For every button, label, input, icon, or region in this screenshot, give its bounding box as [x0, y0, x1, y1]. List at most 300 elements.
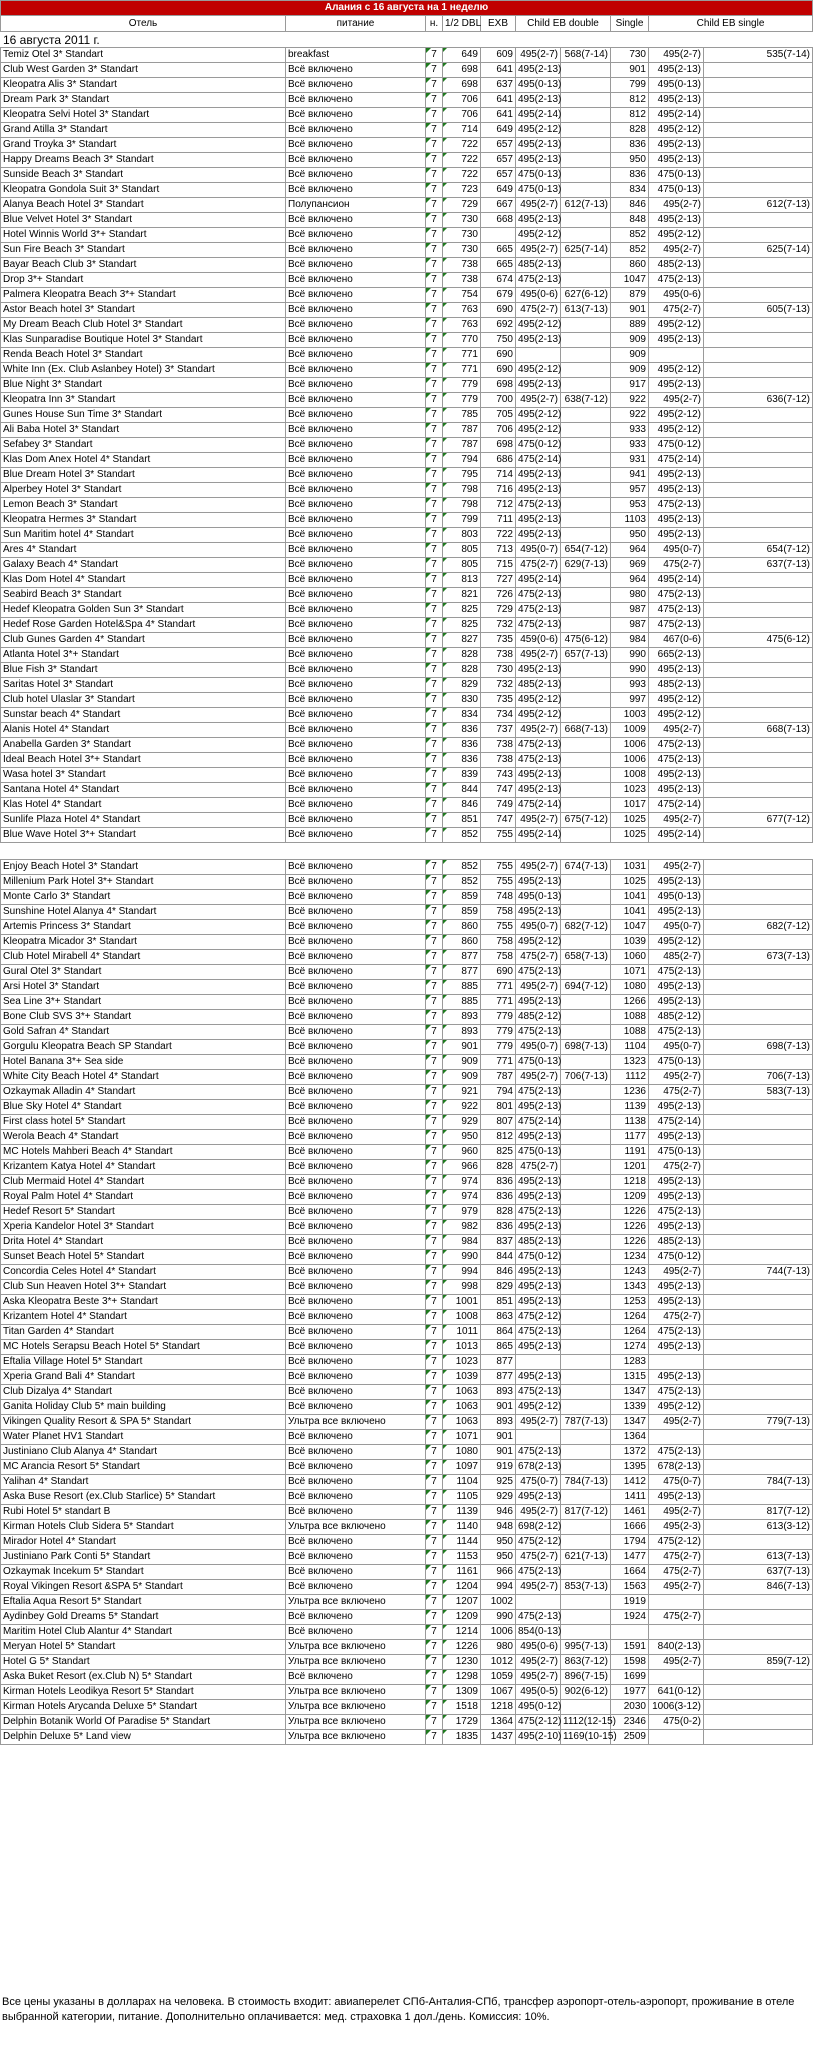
price-single: 1794: [611, 1535, 649, 1550]
child-eb-single-2: [704, 1535, 813, 1550]
child-eb-single-2: 583(7-13): [704, 1085, 813, 1100]
nights: 7: [426, 965, 443, 980]
child-eb-double-1: 475(2-13): [516, 1205, 561, 1220]
price-single: 1047: [611, 920, 649, 935]
board-type: Всё включено: [286, 1115, 426, 1130]
child-eb-double-1: 495(2-13): [516, 1280, 561, 1295]
child-eb-single-2: [704, 1730, 813, 1745]
hotel-name: Club Hotel Mirabell 4* Standart: [1, 950, 286, 965]
price-exb: 825: [481, 1145, 516, 1160]
child-eb-single-1: 495(2-13): [649, 63, 704, 78]
price-half-dbl: 893: [443, 1010, 481, 1025]
price-exb: 698: [481, 438, 516, 453]
price-half-dbl: 1153: [443, 1550, 481, 1565]
price-half-dbl: 974: [443, 1175, 481, 1190]
child-eb-single-2: [704, 1385, 813, 1400]
child-eb-single-2: [704, 663, 813, 678]
child-eb-single-2: 784(7-13): [704, 1475, 813, 1490]
child-eb-double-2: [561, 1490, 611, 1505]
board-type: Всё включено: [286, 950, 426, 965]
price-half-dbl: 1011: [443, 1325, 481, 1340]
price-exb: 755: [481, 828, 516, 843]
price-exb: 771: [481, 1055, 516, 1070]
price-exb: 863: [481, 1310, 516, 1325]
child-eb-single-1: 475(0-13): [649, 183, 704, 198]
header-hotel: Отель: [1, 16, 286, 32]
child-eb-double-1: 485(2-13): [516, 1235, 561, 1250]
price-exb: 801: [481, 1100, 516, 1115]
child-eb-double-1: 495(2-13): [516, 1130, 561, 1145]
child-eb-double-2: [561, 258, 611, 273]
child-eb-double-1: 495(2-7): [516, 813, 561, 828]
child-eb-single-2: [704, 1355, 813, 1370]
hotel-name: Astor Beach hotel 3* Standart: [1, 303, 286, 318]
price-half-dbl: 795: [443, 468, 481, 483]
price-single: 1253: [611, 1295, 649, 1310]
price-exb: 994: [481, 1580, 516, 1595]
child-eb-double-2: [561, 935, 611, 950]
price-half-dbl: 1008: [443, 1310, 481, 1325]
child-eb-single-1: [649, 348, 704, 363]
nights: 7: [426, 1430, 443, 1445]
nights: 7: [426, 333, 443, 348]
child-eb-single-2: [704, 1025, 813, 1040]
child-eb-double-1: 475(0-12): [516, 438, 561, 453]
child-eb-single-2: [704, 1280, 813, 1295]
price-exb: 1059: [481, 1670, 516, 1685]
board-type: Всё включено: [286, 828, 426, 843]
hotel-name: Gural Otel 3* Standart: [1, 965, 286, 980]
table-row: [1, 1295, 813, 1310]
child-eb-double-2: [561, 693, 611, 708]
nights: 7: [426, 243, 443, 258]
child-eb-single-2: [704, 1670, 813, 1685]
hotel-name: Galaxy Beach 4* Standart: [1, 558, 286, 573]
child-eb-single-2: [704, 1640, 813, 1655]
child-eb-single-1: 475(0-7): [649, 1475, 704, 1490]
child-eb-double-2: [561, 1220, 611, 1235]
child-eb-single-2: [704, 1175, 813, 1190]
price-exb: 1012: [481, 1655, 516, 1670]
price-half-dbl: 979: [443, 1205, 481, 1220]
price-single: 1009: [611, 723, 649, 738]
child-eb-single-2: [704, 168, 813, 183]
hotel-name: Gunes House Sun Time 3* Standart: [1, 408, 286, 423]
price-single: 1323: [611, 1055, 649, 1070]
child-eb-double-2: [561, 123, 611, 138]
child-eb-double-2: [561, 1625, 611, 1640]
nights: 7: [426, 798, 443, 813]
price-exb: 641: [481, 108, 516, 123]
child-eb-double-1: 475(2-13): [516, 498, 561, 513]
price-exb: 950: [481, 1550, 516, 1565]
nights: 7: [426, 813, 443, 828]
child-eb-double-1: 495(0-7): [516, 1040, 561, 1055]
child-eb-single-1: 495(2-12): [649, 423, 704, 438]
nights: 7: [426, 678, 443, 693]
child-eb-double-2: [561, 965, 611, 980]
child-eb-single-1: 475(0-13): [649, 1145, 704, 1160]
price-single: 933: [611, 423, 649, 438]
price-half-dbl: 893: [443, 1025, 481, 1040]
nights: 7: [426, 1310, 443, 1325]
hotel-name: Kleopatra Hermes 3* Standart: [1, 513, 286, 528]
child-eb-single-2: [704, 153, 813, 168]
nights: 7: [426, 543, 443, 558]
child-eb-single-1: 665(2-13): [649, 648, 704, 663]
price-half-dbl: 730: [443, 213, 481, 228]
child-eb-single-1: 495(2-14): [649, 108, 704, 123]
child-eb-single-1: 495(2-13): [649, 333, 704, 348]
hotel-name: Blue Sky Hotel 4* Standart: [1, 1100, 286, 1115]
table-row: [1, 1070, 813, 1085]
child-eb-double-2: [561, 1175, 611, 1190]
price-exb: 836: [481, 1220, 516, 1235]
child-eb-single-1: [649, 1595, 704, 1610]
child-eb-double-2: [561, 1160, 611, 1175]
child-eb-double-1: 495(2-7): [516, 48, 561, 63]
child-eb-double-1: 495(2-14): [516, 573, 561, 588]
hotel-name: Artemis Princess 3* Standart: [1, 920, 286, 935]
price-single: 1025: [611, 813, 649, 828]
price-exb: 877: [481, 1370, 516, 1385]
child-eb-single-2: 535(7-14): [704, 48, 813, 63]
price-exb: 641: [481, 93, 516, 108]
child-eb-single-1: 475(2-13): [649, 738, 704, 753]
child-eb-single-1: 475(2-13): [649, 588, 704, 603]
price-half-dbl: 763: [443, 318, 481, 333]
child-eb-double-2: 1112(12-15): [561, 1715, 611, 1730]
board-type: Всё включено: [286, 243, 426, 258]
child-eb-double-2: 654(7-12): [561, 543, 611, 558]
table-row: [1, 1025, 813, 1040]
table-row: [1, 393, 813, 408]
price-half-dbl: 1230: [443, 1655, 481, 1670]
price-half-dbl: 798: [443, 483, 481, 498]
table-row: [1, 633, 813, 648]
price-exb: 864: [481, 1325, 516, 1340]
price-half-dbl: 779: [443, 393, 481, 408]
price-half-dbl: 984: [443, 1235, 481, 1250]
child-eb-single-1: 495(2-13): [649, 1280, 704, 1295]
price-half-dbl: 1023: [443, 1355, 481, 1370]
child-eb-double-2: 568(7-14): [561, 48, 611, 63]
child-eb-single-2: [704, 905, 813, 920]
price-single: 879: [611, 288, 649, 303]
price-single: 941: [611, 468, 649, 483]
hotel-name: Gorgulu Kleopatra Beach SP Standart: [1, 1040, 286, 1055]
board-type: Всё включено: [286, 438, 426, 453]
board-type: Всё включено: [286, 1670, 426, 1685]
price-exb: 893: [481, 1385, 516, 1400]
nights: 7: [426, 905, 443, 920]
price-exb: 755: [481, 860, 516, 875]
price-half-dbl: 1161: [443, 1565, 481, 1580]
child-eb-single-2: [704, 1325, 813, 1340]
price-half-dbl: 754: [443, 288, 481, 303]
price-single: 987: [611, 618, 649, 633]
table-row: [1, 1310, 813, 1325]
nights: 7: [426, 483, 443, 498]
child-eb-single-1: 495(2-13): [649, 1490, 704, 1505]
child-eb-single-2: [704, 828, 813, 843]
child-eb-double-1: 475(2-13): [516, 618, 561, 633]
child-eb-single-1: 495(2-13): [649, 1130, 704, 1145]
child-eb-single-1: 495(2-13): [649, 528, 704, 543]
board-type: Всё включено: [286, 1505, 426, 1520]
price-half-dbl: 834: [443, 708, 481, 723]
price-exb: 657: [481, 153, 516, 168]
price-half-dbl: 828: [443, 663, 481, 678]
table-row: [1, 378, 813, 393]
table-row: [1, 48, 813, 63]
child-eb-double-1: 495(2-12): [516, 935, 561, 950]
child-eb-double-2: [561, 183, 611, 198]
child-eb-double-2: [561, 1385, 611, 1400]
child-eb-single-1: 495(0-13): [649, 890, 704, 905]
child-eb-single-1: 495(2-13): [649, 768, 704, 783]
table-row: [1, 860, 813, 875]
price-single: 1234: [611, 1250, 649, 1265]
price-half-dbl: 1097: [443, 1460, 481, 1475]
child-eb-single-1: 495(2-12): [649, 408, 704, 423]
board-type: Всё включено: [286, 1475, 426, 1490]
child-eb-single-1: 475(2-13): [649, 273, 704, 288]
price-exb: 729: [481, 603, 516, 618]
child-eb-single-1: 495(2-7): [649, 813, 704, 828]
nights: 7: [426, 153, 443, 168]
price-single: 1264: [611, 1325, 649, 1340]
price-single: 1025: [611, 875, 649, 890]
board-type: Всё включено: [286, 1205, 426, 1220]
child-eb-double-1: 495(2-13): [516, 378, 561, 393]
child-eb-double-2: 629(7-13): [561, 558, 611, 573]
price-half-dbl: 805: [443, 558, 481, 573]
price-half-dbl: 1226: [443, 1640, 481, 1655]
child-eb-double-1: 495(2-13): [516, 995, 561, 1010]
hotel-name: Dream Park 3* Standart: [1, 93, 286, 108]
table-row: [1, 183, 813, 198]
price-single: 953: [611, 498, 649, 513]
child-eb-single-1: 495(2-13): [649, 93, 704, 108]
hotel-name: Blue Fish 3* Standart: [1, 663, 286, 678]
hotel-name: Werola Beach 4* Standart: [1, 1130, 286, 1145]
child-eb-single-1: 475(2-13): [649, 1385, 704, 1400]
child-eb-single-1: 475(2-7): [649, 1610, 704, 1625]
board-type: Ультра все включено: [286, 1685, 426, 1700]
table-row: [1, 1010, 813, 1025]
child-eb-double-1: 475(2-13): [516, 1385, 561, 1400]
child-eb-single-2: 673(7-13): [704, 950, 813, 965]
price-half-dbl: 829: [443, 678, 481, 693]
child-eb-double-1: 495(2-13): [516, 905, 561, 920]
child-eb-single-1: 495(2-7): [649, 198, 704, 213]
board-type: Всё включено: [286, 1340, 426, 1355]
child-eb-single-1: 495(0-7): [649, 543, 704, 558]
table-row: [1, 468, 813, 483]
child-eb-single-1: 475(2-13): [649, 603, 704, 618]
price-single: 1218: [611, 1175, 649, 1190]
nights: 7: [426, 258, 443, 273]
header-board: питание: [286, 16, 426, 32]
nights: 7: [426, 393, 443, 408]
price-half-dbl: 860: [443, 935, 481, 950]
price-single: 1266: [611, 995, 649, 1010]
table-title: Алания с 16 августа на 1 неделю: [1, 1, 813, 16]
price-single: 1477: [611, 1550, 649, 1565]
board-type: Всё включено: [286, 543, 426, 558]
board-type: Всё включено: [286, 920, 426, 935]
table-row: [1, 258, 813, 273]
price-exb: 679: [481, 288, 516, 303]
child-eb-double-2: 853(7-13): [561, 1580, 611, 1595]
child-eb-single-1: 475(2-7): [649, 1550, 704, 1565]
price-half-dbl: 921: [443, 1085, 481, 1100]
child-eb-double-1: 475(2-14): [516, 1115, 561, 1130]
child-eb-single-1: 495(2-7): [649, 1505, 704, 1520]
table-row: [1, 243, 813, 258]
table-row: [1, 93, 813, 108]
child-eb-double-2: [561, 1370, 611, 1385]
price-exb: 665: [481, 258, 516, 273]
nights: 7: [426, 1625, 443, 1640]
board-type: Ультра все включено: [286, 1595, 426, 1610]
child-eb-double-2: [561, 1340, 611, 1355]
board-type: Всё включено: [286, 1370, 426, 1385]
price-date: 16 августа 2011 г.: [1, 32, 813, 48]
nights: 7: [426, 303, 443, 318]
table-row: [1, 965, 813, 980]
child-eb-double-2: [561, 513, 611, 528]
table-row: [1, 1250, 813, 1265]
nights: 7: [426, 708, 443, 723]
price-half-dbl: 771: [443, 363, 481, 378]
hotel-name: Sefabey 3* Standart: [1, 438, 286, 453]
price-single: 1924: [611, 1610, 649, 1625]
child-eb-double-2: [561, 995, 611, 1010]
board-type: Всё включено: [286, 813, 426, 828]
child-eb-double-1: 495(2-12): [516, 363, 561, 378]
board-type: breakfast: [286, 48, 426, 63]
table-row: [1, 1595, 813, 1610]
child-eb-double-2: [561, 1400, 611, 1415]
board-type: Всё включено: [286, 1100, 426, 1115]
board-type: Всё включено: [286, 1445, 426, 1460]
table-row: [1, 228, 813, 243]
hotel-name: Sun Maritim hotel 4* Standart: [1, 528, 286, 543]
child-eb-double-1: 678(2-13): [516, 1460, 561, 1475]
table-row: [1, 138, 813, 153]
child-eb-double-1: 475(2-12): [516, 1715, 561, 1730]
table-row: [1, 618, 813, 633]
hotel-name: Ozkaymak Alladin 4* Standart: [1, 1085, 286, 1100]
price-exb: 946: [481, 1505, 516, 1520]
price-half-dbl: 960: [443, 1145, 481, 1160]
table-row: [1, 1490, 813, 1505]
child-eb-double-1: 475(2-13): [516, 1025, 561, 1040]
board-type: Всё включено: [286, 1460, 426, 1475]
child-eb-single-1: 495(2-7): [649, 1655, 704, 1670]
table-row: [1, 753, 813, 768]
child-eb-double-2: [561, 213, 611, 228]
hotel-name: Royal Palm Hotel 4* Standart: [1, 1190, 286, 1205]
child-eb-double-2: [561, 483, 611, 498]
child-eb-single-1: 475(2-14): [649, 1115, 704, 1130]
price-exb: 990: [481, 1610, 516, 1625]
child-eb-double-1: 495(2-13): [516, 93, 561, 108]
child-eb-single-1: [649, 1430, 704, 1445]
price-exb: 1218: [481, 1700, 516, 1715]
child-eb-double-2: 625(7-14): [561, 243, 611, 258]
child-eb-double-1: 495(0-7): [516, 543, 561, 558]
board-type: Всё включено: [286, 558, 426, 573]
child-eb-single-2: 698(7-13): [704, 1040, 813, 1055]
board-type: Всё включено: [286, 1025, 426, 1040]
price-exb: 893: [481, 1415, 516, 1430]
table-row: [1, 318, 813, 333]
child-eb-single-2: [704, 513, 813, 528]
hotel-name: Sunshine Hotel Alanya 4* Standart: [1, 905, 286, 920]
child-eb-single-2: [704, 573, 813, 588]
price-exb: 919: [481, 1460, 516, 1475]
hotel-name: Temiz Otel 3* Standart: [1, 48, 286, 63]
hotel-name: Club Gunes Garden 4* Standart: [1, 633, 286, 648]
hotel-name: Ali Baba Hotel 3* Standart: [1, 423, 286, 438]
child-eb-single-2: [704, 738, 813, 753]
price-exb: 1067: [481, 1685, 516, 1700]
price-exb: 747: [481, 783, 516, 798]
child-eb-single-2: [704, 453, 813, 468]
price-half-dbl: 844: [443, 783, 481, 798]
price-half-dbl: 885: [443, 980, 481, 995]
header-half-dbl: 1/2 DBL: [443, 16, 481, 32]
price-half-dbl: 1214: [443, 1625, 481, 1640]
child-eb-double-2: [561, 1325, 611, 1340]
nights: 7: [426, 1115, 443, 1130]
price-single: 1347: [611, 1385, 649, 1400]
child-eb-double-1: 495(2-7): [516, 1415, 561, 1430]
child-eb-double-1: 495(2-13): [516, 1490, 561, 1505]
nights: 7: [426, 1595, 443, 1610]
table-row: [1, 1700, 813, 1715]
hotel-name: Justiniano Park Conti 5* Standart: [1, 1550, 286, 1565]
child-eb-single-2: [704, 860, 813, 875]
price-single: 1191: [611, 1145, 649, 1160]
footer-note: Все цены указаны в долларах на человека. В стоимость входит: авиаперелет СПб-Анталия-СПб, трансфер аэропорт-отель-аэропорт, проживание в отеле выбранной категории, питание. Дополнительно оплачивается: мед. страховка 1 дол./день. Комиссия: 10%.: [2, 1996, 795, 2023]
child-eb-double-1: 495(2-13): [516, 783, 561, 798]
board-type: Всё включено: [286, 333, 426, 348]
child-eb-single-1: 475(2-7): [649, 1085, 704, 1100]
price-exb: 738: [481, 753, 516, 768]
board-type: Всё включено: [286, 1085, 426, 1100]
price-exb: 828: [481, 1205, 516, 1220]
price-exb: 812: [481, 1130, 516, 1145]
child-eb-double-1: 495(2-7): [516, 648, 561, 663]
price-single: 931: [611, 453, 649, 468]
price-half-dbl: 1104: [443, 1475, 481, 1490]
child-eb-double-1: [516, 1595, 561, 1610]
board-type: Ультра все включено: [286, 1640, 426, 1655]
hotel-name: Kirman Hotels Club Sidera 5* Standart: [1, 1520, 286, 1535]
price-single: 1047: [611, 273, 649, 288]
child-eb-single-2: [704, 1700, 813, 1715]
hotel-name: Xperia Grand Bali 4* Standart: [1, 1370, 286, 1385]
price-half-dbl: 794: [443, 453, 481, 468]
price-single: 812: [611, 108, 649, 123]
child-eb-double-2: 902(6-12): [561, 1685, 611, 1700]
child-eb-single-2: [704, 93, 813, 108]
child-eb-single-2: 654(7-12): [704, 543, 813, 558]
